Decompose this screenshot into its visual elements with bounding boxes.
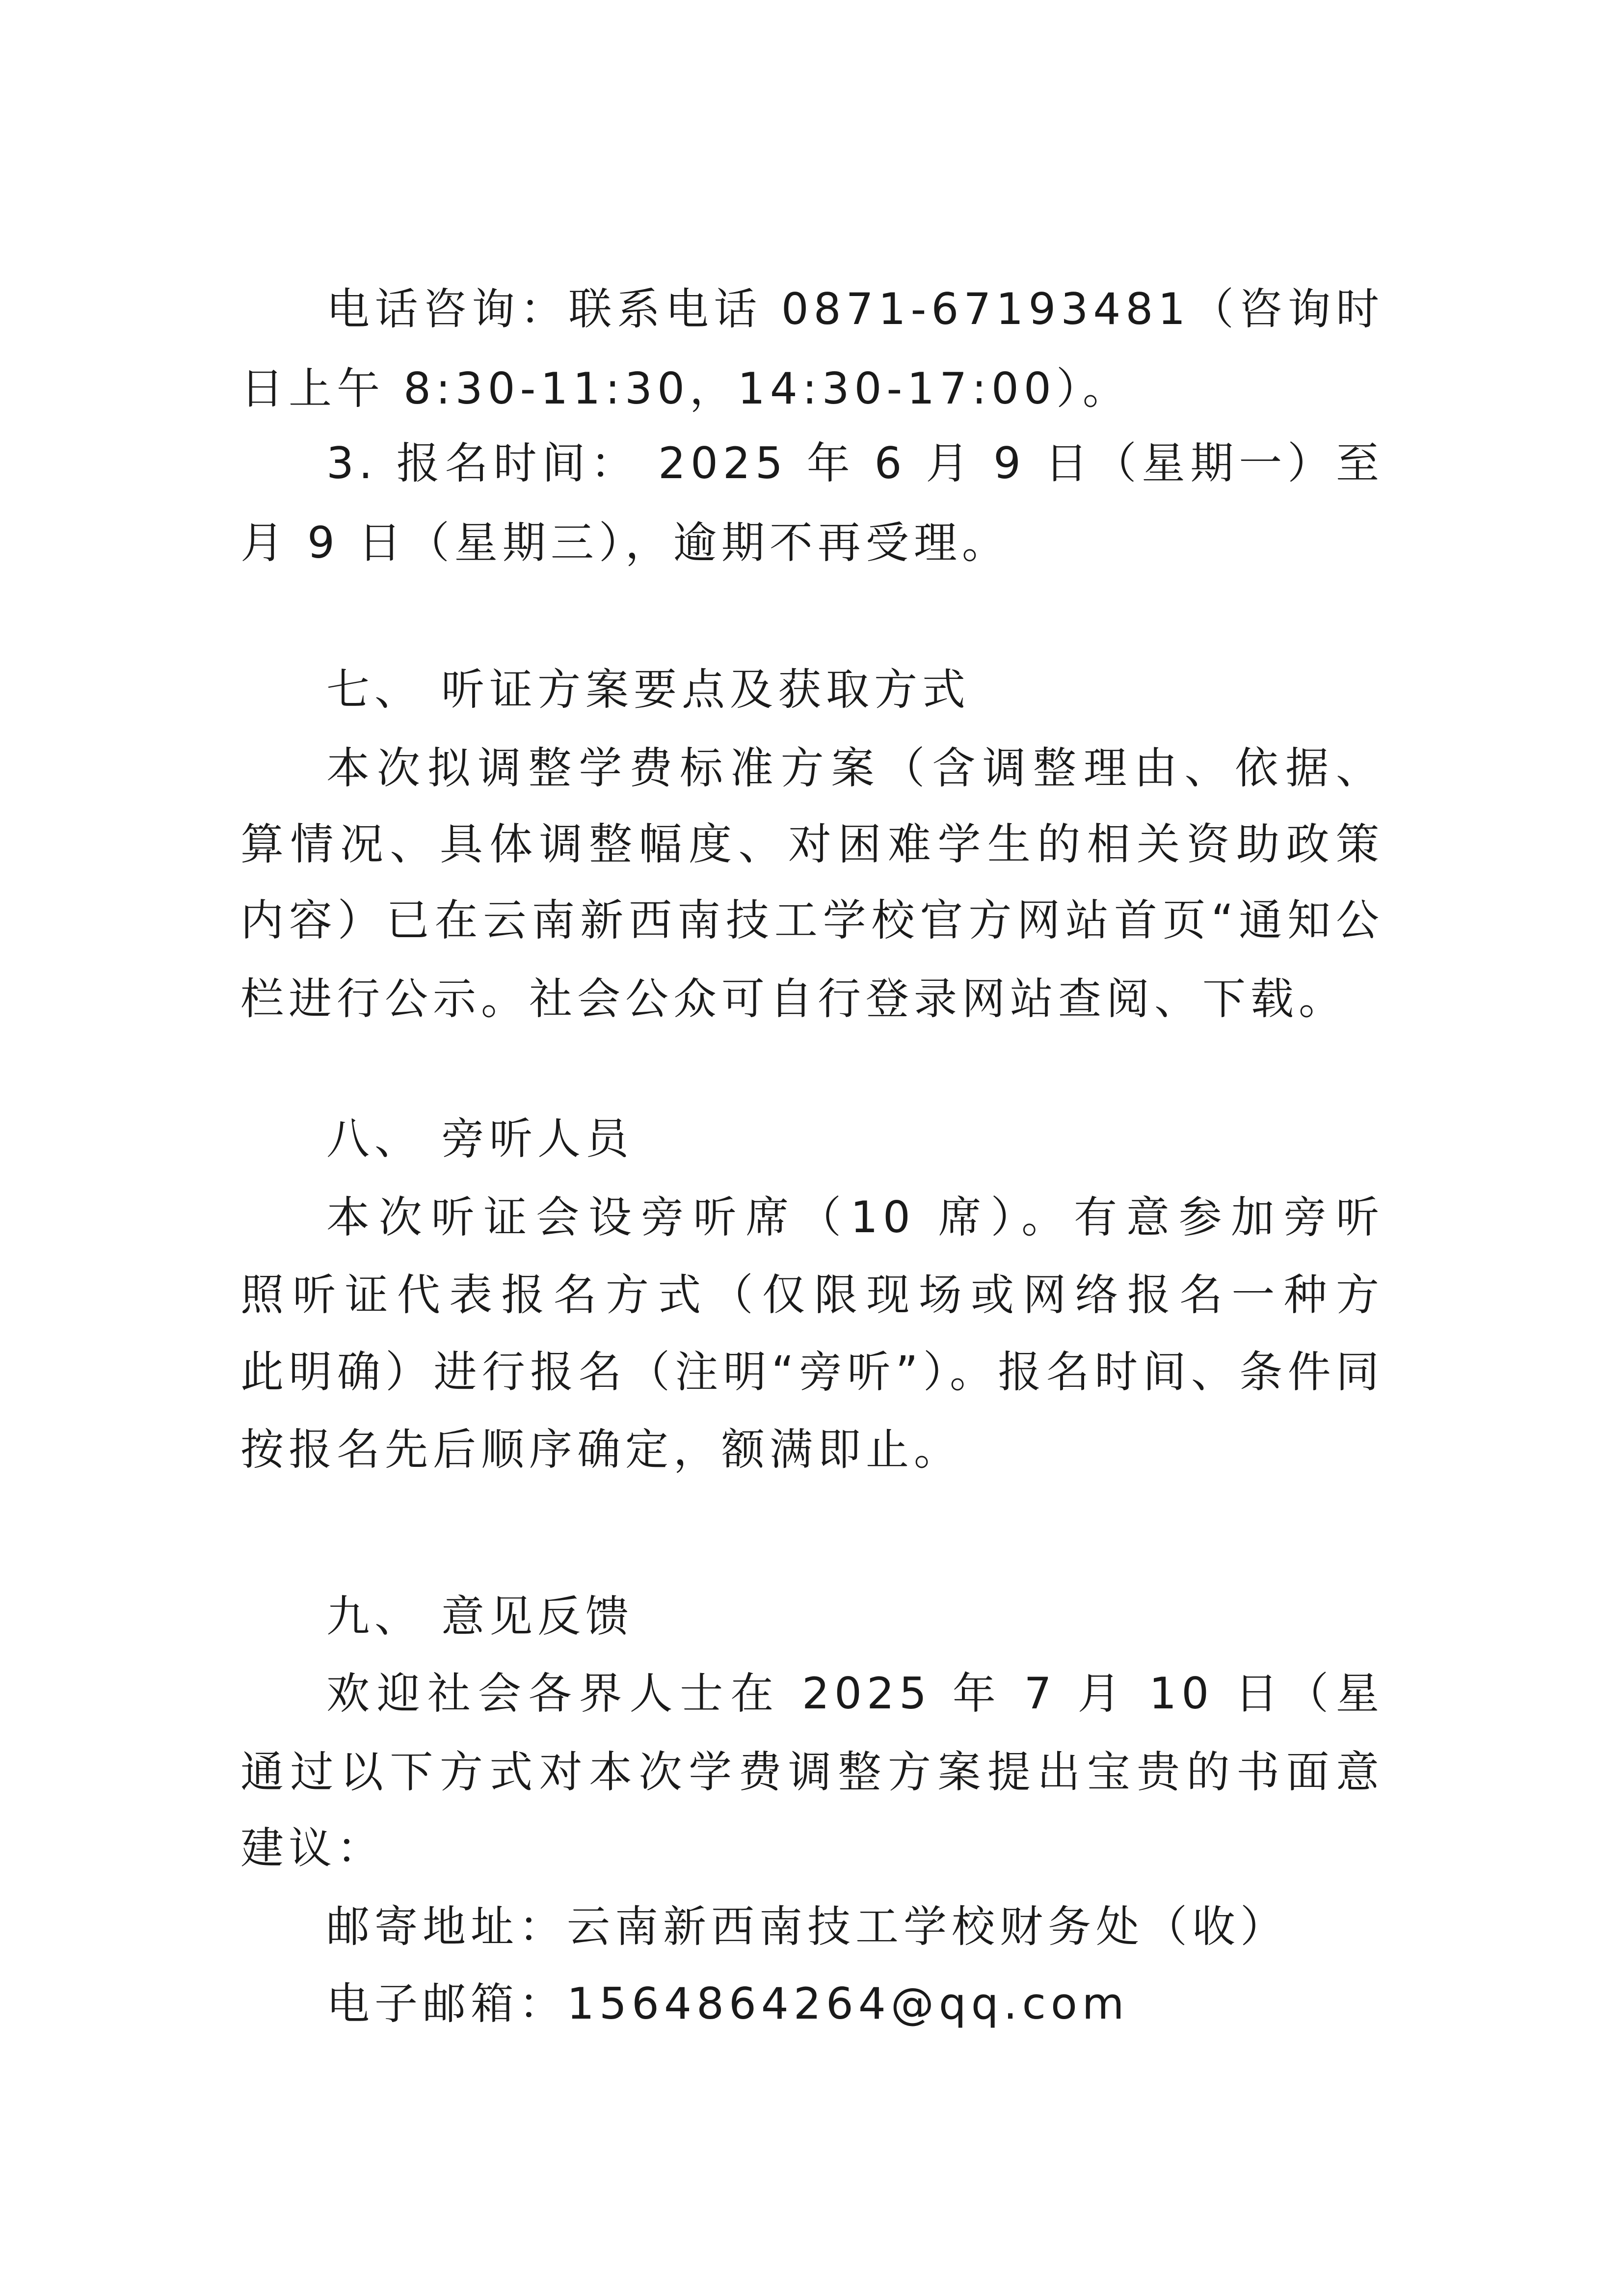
mailing-address-line: 邮寄地址：云南新西南技工学校财务处（收） [326, 1901, 1289, 1952]
section-7-para-line-2: 算情况、具体调整幅度、对困难学生的相关资助政策 [240, 819, 1384, 869]
section-8-heading: 八、 旁听人员 [326, 1113, 634, 1164]
section-9-para-line-2: 通过以下方式对本次学费调整方案提出宝贵的书面意 [240, 1747, 1384, 1797]
registration-time-cont: 月 9 日（星期三），逾期不再受理。 [240, 517, 1010, 568]
section-8-para-line-3: 此明确）进行报名（注明“旁听”）。报名时间、条件同 [240, 1347, 1384, 1397]
section-7-para-line-4: 栏进行公示。社会公众可自行登录网站查阅、下载。 [240, 973, 1347, 1024]
section-9-para-line-1: 欢迎社会各界人士在 2025 年 7 月 10 日（星 [326, 1668, 1384, 1719]
registration-time-line: 3. 报名时间： 2025 年 6 月 9 日（星期一）至 [326, 438, 1384, 488]
section-7-heading: 七、 听证方案要点及获取方式 [326, 664, 970, 715]
section-7-para-line-3: 内容）已在云南新西南技工学校官方网站首页“通知公 [240, 895, 1384, 945]
section-8-para-line-1: 本次听证会设旁听席（10 席）。有意参加旁听 [326, 1192, 1384, 1243]
phone-consult-line: 电话咨询：联系电话 0871-67193481（咨询时 [326, 284, 1384, 334]
email-line: 电子邮箱：1564864264@qq.com [326, 1978, 1129, 2029]
phone-consult-hours: 日上午 8:30-11:30，14:30-17:00）。 [240, 363, 1131, 414]
section-9-para-line-3: 建议： [240, 1823, 385, 1873]
section-7-para-line-1: 本次拟调整学费标准方案（含调整理由、依据、 [326, 743, 1384, 793]
section-8-para-line-4: 按报名先后顺序确定，额满即止。 [240, 1424, 962, 1475]
section-8-para-line-2: 照听证代表报名方式（仅限现场或网络报名一种方 [240, 1270, 1384, 1320]
section-9-heading: 九、 意见反馈 [326, 1591, 634, 1642]
